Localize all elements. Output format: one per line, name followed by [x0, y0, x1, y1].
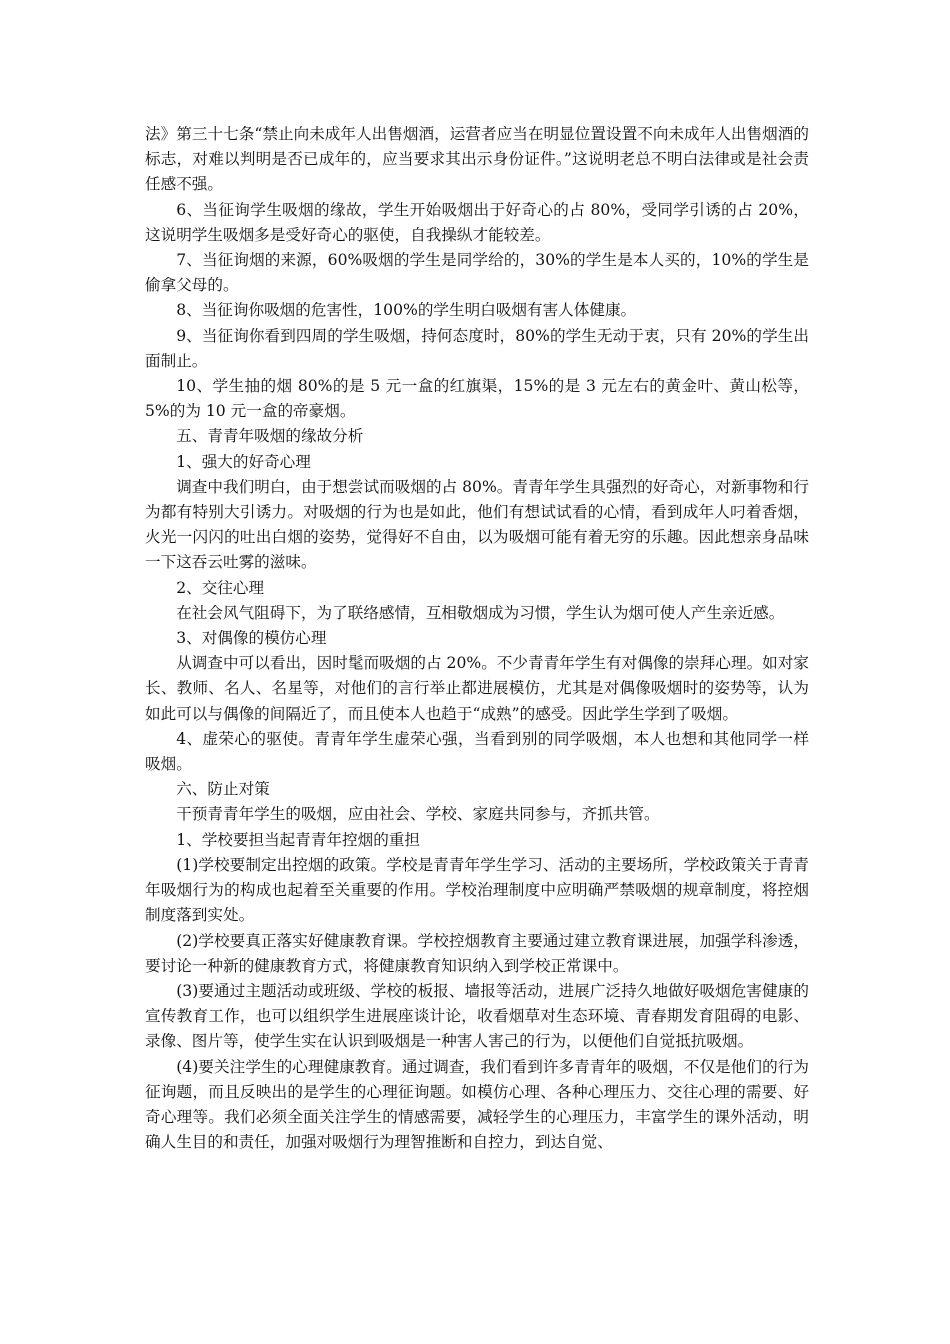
paragraph-school-4: (4)要关注学生的心理健康教育。通过调查，我们看到许多青青年的吸烟，不仅是他们的行为征询题，而且反映出的是学生的心理征询题。如模仿心理、各种心理压力、交往心理的需要、好奇心理等。我们必须全面关注学生的情感需要，减轻学生的心理压力，丰富学生的课外活动，明确人生目的和责任，加强对吸烟行为理智推断和自控力，到达自觉、 [145, 1057, 809, 1152]
paragraph-item-6: 6、当征询学生吸烟的缘故，学生开始吸烟出于好奇心的占 80%，受同学引诱的占 20%，这说明学生吸烟多是受好奇心的驱使，自我操纵才能较差。 [145, 200, 809, 244]
paragraph-vanity: 4、虚荣心的驱使。青青年学生虚荣心强，当看到别的同学吸烟，本人也想和其他同学一样吸烟。 [145, 729, 809, 774]
subheading-school: 1、学校要担当起青青年控烟的重担 [176, 830, 421, 849]
paragraph-item-7: 7、当征询烟的来源，60%吸烟的学生是同学给的，30%的学生是本人买的，10%的学生是偷拿父母的。 [145, 251, 809, 295]
paragraph-curiosity: 调查中我们明白，由于想尝试而吸烟的占 80%。青青年学生具强烈的好奇心，对新事物和行为都有特别大引诱力。对吸烟的行为也是如此，他们有想试试看的心情，看到成年人叼着香烟，火光一闪闪的吐出白烟的姿势，觉得好不自由，以为吸烟可能有着无穷的乐趣。因此想亲身品味一下这吞云吐雾的滋味。 [145, 477, 809, 572]
paragraph-intervention: 干预青青年学生的吸烟，应由社会、学校、家庭共同参与，齐抓共管。 [176, 805, 660, 824]
paragraph-item-10: 10、学生抽的烟 80%的是 5 元一盒的红旗渠，15%的是 3 元左右的黄金叶、黄山松等，5%的为 10 元一盒的帝豪烟。 [145, 377, 809, 421]
paragraph-law-continuation: 法》第三十七条“禁止向未成年人出售烟酒，运营者应当在明显位置设置不向未成年人出售烟酒的标志，对难以判明是否已成年的，应当要求其出示身份证件。”这说明老总不明白法律或是社会责任感不强。 [145, 125, 809, 194]
subheading-social: 2、交往心理 [176, 578, 265, 597]
document-body [145, 122, 809, 1155]
paragraph-school-2: (2)学校要真正落实好健康教育课。学校控烟教育主要通过建立教育课进展，加强学科渗透，要讨论一种新的健康教育方式，将健康教育知识纳入到学校正常课中。 [145, 931, 809, 975]
paragraph-school-3: (3)要通过主题活动或班级、学校的板报、墙报等活动，进展广泛持久地做好吸烟危害健康的宣传教育工作，也可以组织学生进展座谈计论，收看烟草对生态环境、青春期发育阻碍的电影、录像、图片等，使学生实在认识到吸烟是一种害人害己的行为，以便他们自觉抵抗吸烟。 [145, 981, 809, 1051]
section-heading-6: 六、防止对策 [176, 780, 270, 799]
subheading-imitation: 3、对偶像的模仿心理 [176, 629, 327, 648]
paragraph-imitation: 从调查中可以看出，因时髦而吸烟的占 20%。不少青青年学生有对偶像的崇拜心理。如对家长、教师、名人、名星等，对他们的言行举止都进展模仿，尤其是对偶像吸烟时的姿势等，认为如此可以与偶像的间隔近了，而且使本人也趋于“成熟”的感受。因此学生学到了吸烟。 [145, 654, 809, 723]
section-heading-5: 五、青青年吸烟的缘故分析 [176, 427, 364, 446]
subheading-curiosity: 1、强大的好奇心理 [176, 452, 311, 471]
paragraph-item-8: 8、当征询你吸烟的危害性，100%的学生明白吸烟有害人体健康。 [176, 301, 637, 320]
paragraph-school-1: (1)学校要制定出控烟的政策。学校是青青年学生学习、活动的主要场所，学校政策关于青青年吸烟行为的构成也起着至关重要的作用。学校治理制度中应明确严禁吸烟的规章制度，将控烟制度落到实处。 [145, 855, 809, 925]
paragraph-item-9: 9、当征询你看到四周的学生吸烟，持何态度时，80%的学生无动于衷，只有 20%的学生出面制止。 [145, 326, 809, 370]
paragraph-social: 在社会风气阻碍下，为了联络感情，互相敬烟成为习惯，学生认为烟可使人产生亲近感。 [176, 603, 785, 622]
